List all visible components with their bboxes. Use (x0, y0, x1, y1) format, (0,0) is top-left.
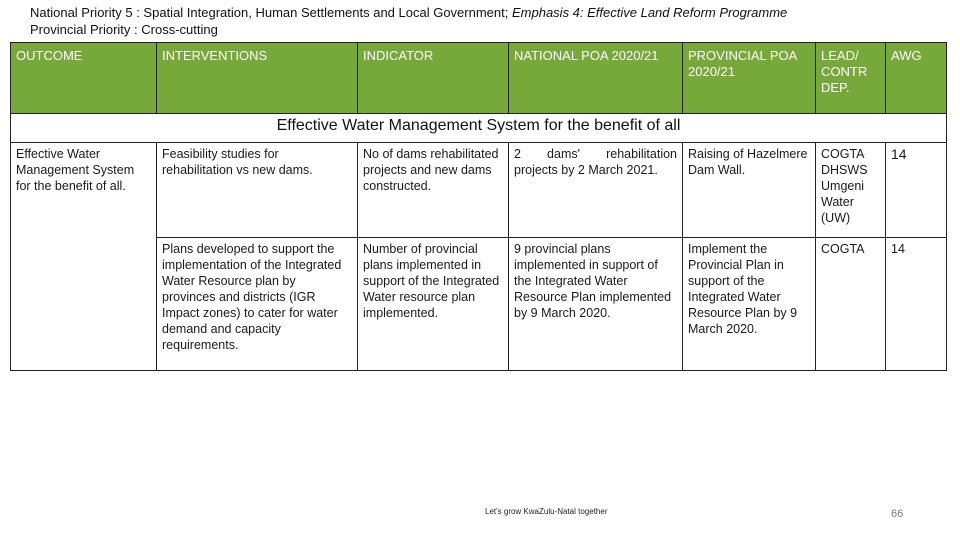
national-poa-cell: 2 dams' rehabilitation projects by 2 March 2021. (509, 143, 683, 238)
indicator-cell: No of dams rehabilitated projects and new dams constructed. (358, 143, 509, 238)
section-title-row (11, 114, 947, 143)
header-indicator: INDICATOR (358, 43, 509, 114)
provincial-priority-line: Provincial Priority : Cross-cutting (30, 22, 218, 37)
header-awg: AWG (886, 43, 947, 114)
awg-cell: 14 (886, 238, 947, 371)
provincial-poa-cell: Implement the Provincial Plan in support of the Integrated Water Resource Plan by 9 March 2020. (683, 238, 816, 371)
intervention-cell: Feasibility studies for rehabilitation vs new dams. (157, 143, 358, 238)
poa-table (10, 42, 947, 371)
table-row (11, 143, 947, 238)
table-header-row (11, 43, 947, 114)
header-national-poa: NATIONAL POA 2020/21 (509, 43, 683, 114)
header-lead-dep: LEAD/ CONTR DEP. (816, 43, 886, 114)
section-title: Effective Water Management System for the benefit of all (11, 114, 947, 143)
intervention-cell: Plans developed to support the implementation of the Integrated Water Resource plan by provinces and districts (IGR Impact zones) to cater for water demand and capacity requirements. (157, 238, 358, 371)
page-number: 66 (891, 508, 904, 520)
indicator-cell: Number of provincial plans implemented in support of the Integrated Water resource plan implemented. (358, 238, 509, 371)
lead-cell: COGTA (816, 238, 886, 371)
header-interventions: INTERVENTIONS (157, 43, 358, 114)
lead-cell: COGTA DHSWS Umgeni Water (UW) (816, 143, 886, 238)
emphasis-text: Emphasis 4: Effective Land Reform Programme (511, 5, 788, 20)
outcome-cell: Effective Water Management System for the benefit of all. (11, 143, 157, 371)
awg-cell: 14 (886, 143, 947, 238)
header-outcome: OUTCOME (11, 43, 157, 114)
national-poa-cell: 9 provincial plans implemented in support of the Integrated Water Resource Plan implemented by 9 March 2020. (509, 238, 683, 371)
footer-tagline: Let's grow KwaZulu-Natal together (485, 507, 608, 516)
national-priority-line (30, 4, 787, 21)
national-priority-text: National Priority 5 : Spatial Integration, Human Settlements and Local Government; (30, 5, 512, 20)
header-provincial-poa: PROVINCIAL POA 2020/21 (683, 43, 816, 114)
page-heading (30, 4, 787, 38)
provincial-poa-cell: Raising of Hazelmere Dam Wall. (683, 143, 816, 238)
